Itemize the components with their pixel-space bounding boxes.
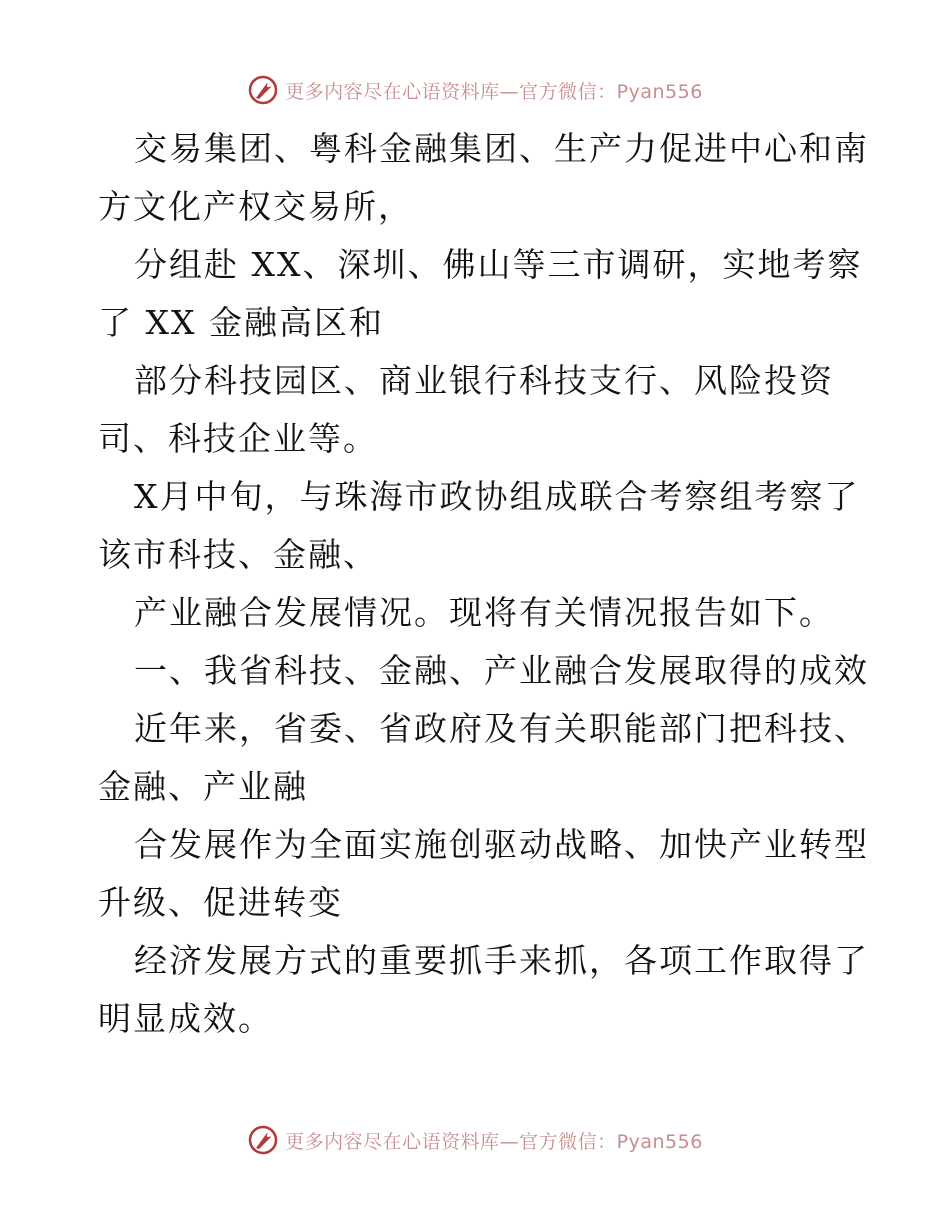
pen-nib-icon (247, 74, 279, 106)
pen-nib-icon (247, 1124, 279, 1156)
body-line: 了 XX 金融高区和 (98, 303, 384, 342)
body-line: 经济发展方式的重要抓手来抓，各项工作取得了 (134, 941, 869, 980)
document-body (98, 120, 869, 1048)
section-heading: 一、我省科技、金融、产业融合发展取得的成效 (134, 651, 869, 690)
body-line: 部分科技园区、商业银行科技支行、风险投资 (134, 361, 834, 400)
body-line: 分组赴 XX、深圳、佛山等三市调研，实地考察 (134, 245, 863, 284)
body-line: 升级、促进转变 (98, 883, 343, 922)
footer-watermark (0, 1122, 950, 1158)
body-line: 金融、产业融 (98, 767, 308, 806)
body-line: 近年来，省委、省政府及有关职能部门把科技、 (134, 709, 869, 748)
watermark-text: 更多内容尽在心语资料库—官方微信：Pyan556 (285, 80, 703, 103)
watermark-text: 更多内容尽在心语资料库—官方微信：Pyan556 (285, 1130, 703, 1153)
header-watermark (0, 72, 950, 108)
body-line: 交易集团、粤科金融集团、生产力促进中心和南 (134, 129, 869, 168)
body-line: 明显成效。 (98, 999, 273, 1038)
body-line: 该市科技、金融、 (98, 535, 378, 574)
body-line: 合发展作为全面实施创驱动战略、加快产业转型 (134, 825, 869, 864)
body-line: 方文化产权交易所， (98, 187, 413, 226)
body-line: 司、科技企业等。 (98, 419, 378, 458)
body-line: 产业融合发展情况。现将有关情况报告如下。 (134, 593, 834, 632)
body-line: X月中旬，与珠海市政协组成联合考察组考察了 (134, 477, 860, 516)
